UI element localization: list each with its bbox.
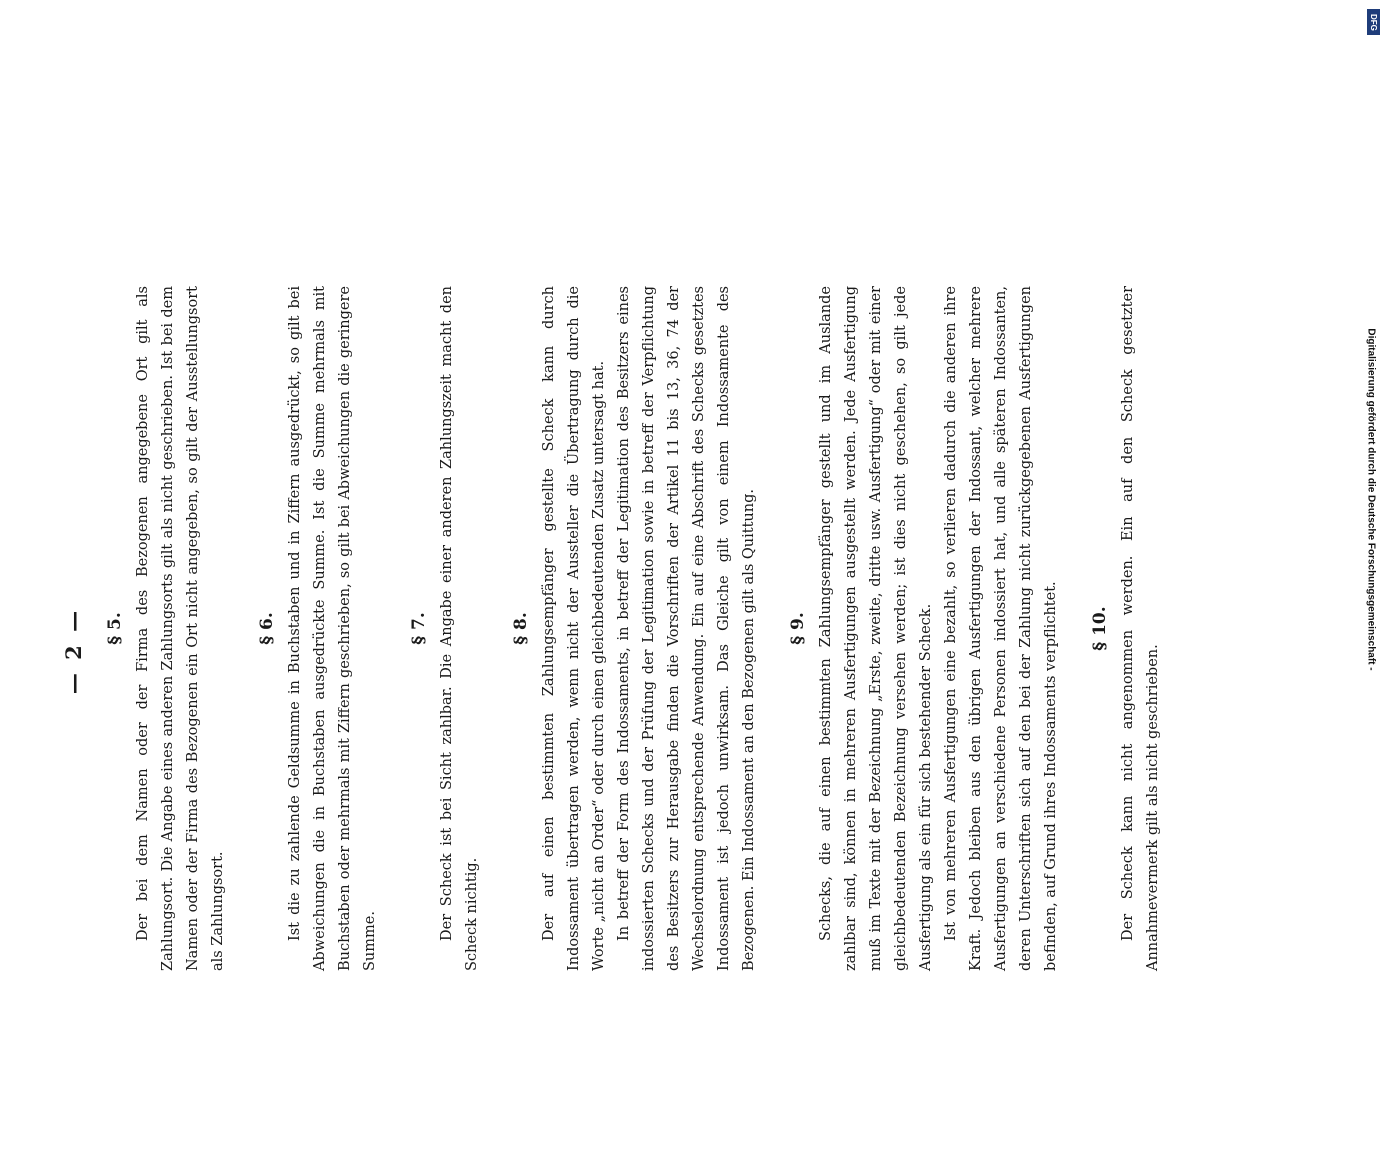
section-paragraph: Der Scheck kann nicht angenommen werden. Ein auf den Scheck gesetzter Annahmevermerk gilt als nicht geschrieben. xyxy=(1120,286,1161,971)
section-heading: § 7. xyxy=(409,612,429,645)
page-number: — 2 — xyxy=(61,607,86,695)
section-paragraph: In betreff der Form des Indossaments, in betreff der Legitimation des Besitzers eines indossierten Schecks und der Prüfung der Legitimation sowie in betreff der Verpflichtung des Besitzers zur Herausgabe finden die Vorschriften der Artikel 11 bis 13, 36, 74 der Wechselordnung entsprechende Anwendung. Ein auf eine Abschrift des Schecks gesetztes Indossament ist jedoch unwirksam. Das Gleiche gilt von einem Indossamente des Bezogenen. Ein Indossament an den Bezogenen gilt als Quittung. xyxy=(616,286,757,971)
section-paragraph: Ist von mehreren Ausfertigungen eine bezahlt, so verlieren dadurch die anderen ihre Kraft. Jedoch bleiben aus den übrigen Ausfertigungen der Indossant, welcher mehrere Ausfertigungen an verschiedene Personen indossiert hat, und alle späteren Indossanten, deren Unterschriften sich auf den bei der Zahlung nicht zurückgegebenen Ausfertigungen befinden, auf Grund ihres Indossaments verpflichtet. xyxy=(943,286,1059,971)
section-9 xyxy=(786,286,1064,971)
section-10 xyxy=(1088,286,1166,971)
section-heading: § 9. xyxy=(788,612,808,645)
dfg-logo-icon: DFG xyxy=(1367,9,1380,35)
section-5 xyxy=(103,286,231,971)
section-paragraph: Ist die zu zahlende Geldsumme in Buchstaben und in Ziffern ausgedrückt, so gilt bei Abweichungen die in Buchstaben ausgedrückte Summe. Ist die Summe mehrmals mit Buchstaben oder mehrmals mit Ziffern geschrieben, so gilt bei Abweichungen die geringere Summe. xyxy=(287,286,378,971)
section-heading: § 8. xyxy=(511,612,531,645)
scan-credit-text: Digitalisierung gefördert durch die Deutsche Forschungsgemeinschaft - xyxy=(1365,328,1377,671)
section-paragraph: Schecks, die auf einen bestimmten Zahlungsempfänger gestellt und im Auslande zahlbar sind, können in mehreren Ausfertigungen ausgestellt werden. Jede Ausfertigung muß im Texte mit der Bezeichnung „Erste, zweite, dritte usw. Ausfertigung“ oder mit einer gleichbedeutenden Bezeichnung versehen werden; ist dies nicht geschehen, so gilt jede Ausfertigung als ein für sich bestehender Scheck. xyxy=(818,286,934,971)
rotated-page xyxy=(61,151,1321,1151)
section-paragraph: Der auf einen bestimmten Zahlungsempfänger gestellte Scheck kann durch Indossament übertragen werden, wenn nicht der Aussteller die Übertragung durch die Worte „nicht an Order“ oder durch einen gleichbedeutenden Zusatz untersagt hat. xyxy=(541,286,607,971)
section-8 xyxy=(509,286,762,971)
section-6 xyxy=(255,286,383,971)
section-7 xyxy=(407,286,485,971)
section-heading: § 10. xyxy=(1090,606,1110,651)
section-paragraph: Der Scheck ist bei Sicht zahlbar. Die Angabe einer anderen Zahlungszeit macht den Scheck nichtig. xyxy=(439,286,480,971)
section-heading: § 6. xyxy=(257,612,277,645)
section-paragraph: Der bei dem Namen oder der Firma des Bezogenen angegebene Ort gilt als Zahlungsort. Die Angabe eines anderen Zahlungsorts gilt als nicht geschrieben. Ist bei dem Namen oder der Firma des Bezogenen ein Ort nicht angegeben, so gilt der Ausstellungsort als Zahlungsort. xyxy=(135,286,226,971)
sections-container xyxy=(103,286,1166,971)
section-heading: § 5. xyxy=(105,612,125,645)
